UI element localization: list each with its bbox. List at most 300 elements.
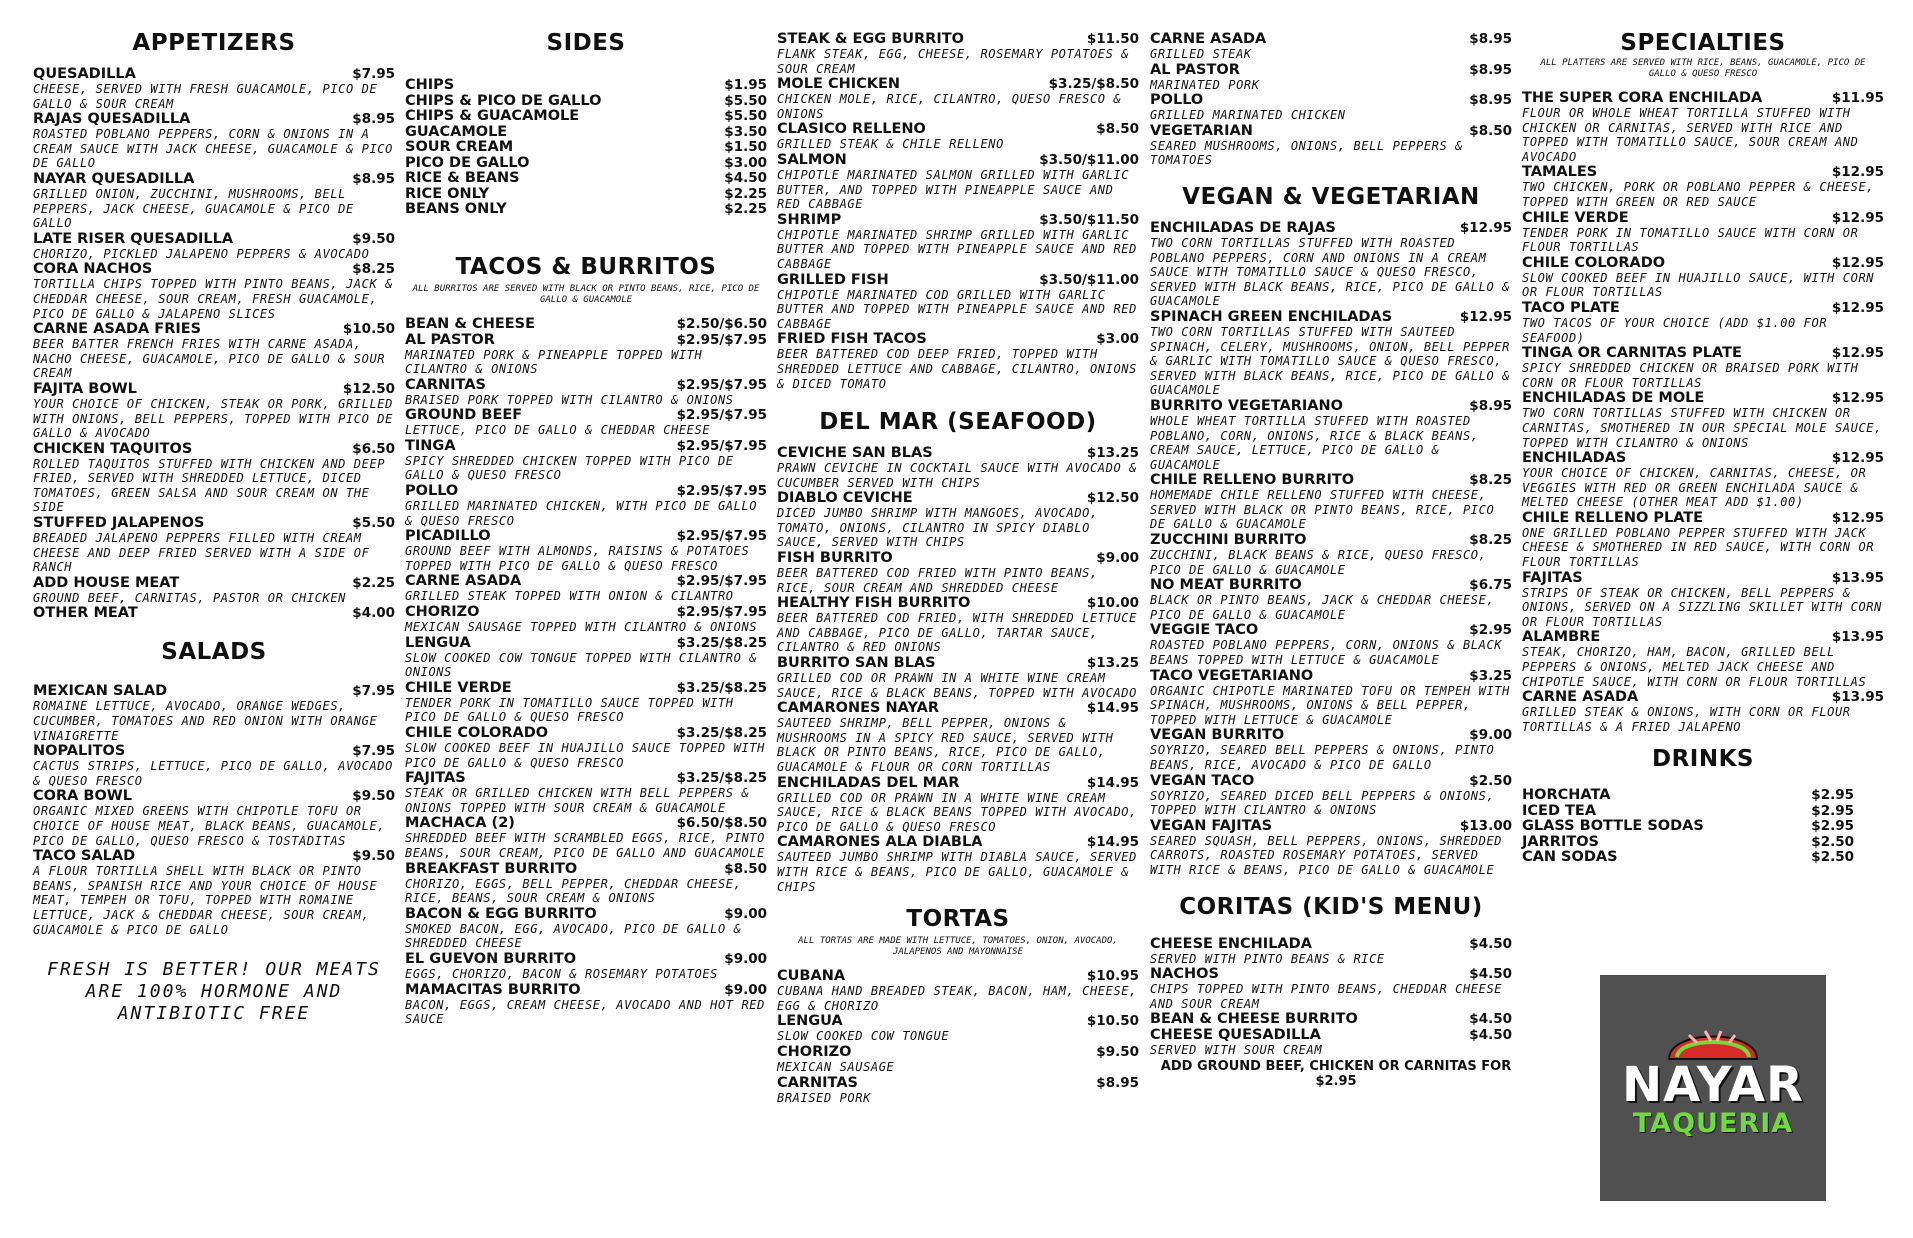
menu-item-name: CAMARONES NAYAR (777, 700, 940, 717)
menu-item (1150, 31, 1512, 62)
menu-item-name: STUFFED JALAPENOS (33, 515, 205, 532)
menu-item-price: $14.95 (1086, 774, 1139, 791)
menu-item-description: SOYRIZO, SEARED BELL PEPPERS & ONIONS, PINTO BEANS, RICE, AVOCADO & PICO DE GALLO (1150, 743, 1495, 772)
menu-item-row (777, 834, 1139, 850)
menu-item-description: CHORIZO, PICKLED JALAPENO PEPPERS & AVOCADO (33, 246, 370, 261)
menu-item-description: CHICKEN MOLE, RICE, CILANTRO, QUESO FRESCO & ONIONS (777, 92, 1122, 121)
menu-item-row (405, 156, 767, 172)
menu-item-name: MOLE CHICKEN (777, 76, 901, 93)
menu-item (1150, 727, 1512, 772)
menu-item-price: $8.25 (352, 261, 395, 278)
menu-item-description: ORGANIC MIXED GREENS WITH CHIPOTLE TOFU OR CHOICE OF HOUSE MEAT, BLACK BEANS, GUACAMOLE, PICO DE GALLO, QUESO FRESCO & TOSTADITAS (33, 804, 386, 848)
menu-item-name: PICADILLO (405, 528, 491, 545)
menu-item (1150, 123, 1512, 168)
menu-item-price: $2.95/$7.95 (676, 573, 767, 590)
menu-item-description: ROMAINE LETTUCE, AVOCADO, ORANGE WEDGES, CUCUMBER, TOMATOES AND RED ONION WITH ORANGE VINAIGRETTE (33, 699, 378, 743)
menu-item-row (777, 31, 1139, 47)
menu-item-row (405, 171, 767, 187)
menu-item-price: $2.95 (1811, 802, 1854, 819)
menu-item-name: CHILE VERDE (1522, 209, 1629, 226)
menu-item (1522, 629, 1884, 689)
menu-item (1150, 220, 1512, 309)
menu-item-price: $5.50 (724, 92, 767, 109)
menu-item-name: THE SUPER CORA ENCHILADA (1522, 90, 1763, 106)
menu-item-price: $8.25 (1469, 472, 1512, 489)
menu-item-price: $12.95 (1831, 209, 1884, 226)
menu-item-row (405, 483, 767, 499)
sides-list (405, 78, 767, 218)
menu-item (33, 111, 395, 171)
menu-item-name: TINGA OR CARNITAS PLATE (1522, 345, 1742, 362)
menu-item-description: SHREDDED BEEF WITH SCRAMBLED EGGS, RICE, PINTO BEANS, SOUR CREAM, PICO DE GALLO AND GUACAMOLE (405, 831, 765, 860)
menu-item-row (1522, 510, 1884, 526)
menu-item-price: $2.95/$7.95 (676, 331, 767, 348)
menu-item-row (33, 441, 395, 457)
menu-item-row (777, 775, 1139, 791)
column-2 (405, 28, 767, 1027)
menu-item (405, 528, 767, 573)
menu-item-row (1150, 92, 1512, 108)
menu-item-description: TWO CORN TORTILLAS STUFFED WITH ROASTED POBLANO PEPPERS, CORN AND ONIONS IN A CREAM SAUCE WITH TOMATILLO SAUCE & QUESO FRESCO, SERVED WITH BLACK BEANS, RICE, PICO DE GALLO & GUACAMOLE (1150, 235, 1510, 309)
menu-item-name: CLASICO RELLENO (777, 121, 926, 138)
menu-item-description: BLACK OR PINTO BEANS, JACK & CHEDDAR CHEESE, PICO DE GALLO & GUACAMOLE (1150, 593, 1495, 622)
menu-item-name: CARNE ASADA (1150, 31, 1267, 47)
menu-item-name: CUBANA (777, 968, 846, 985)
menu-item (1150, 668, 1512, 728)
menu-item (405, 377, 767, 408)
menu-item-description: BRAISED PORK TOPPED WITH CILANTRO & ONIONS (405, 392, 734, 407)
menu-item-price: $1.95 (724, 77, 767, 93)
menu-item (777, 490, 1139, 550)
menu-item (1522, 850, 1854, 866)
menu-item-price: $12.95 (1831, 164, 1884, 181)
menu-item (1150, 622, 1512, 667)
menu-item (33, 441, 395, 515)
menu-item-row (33, 743, 395, 759)
menu-item-price: $8.25 (1469, 532, 1512, 549)
menu-item (33, 66, 395, 111)
menu-item-description: BEER BATTERED COD FRIED, WITH SHREDDED LETTUCE AND CABBAGE, PICO DE GALLO, TARTAR SAUCE, CILANTRO & RED ONIONS (777, 611, 1137, 655)
menu-item (1522, 210, 1884, 255)
menu-item (405, 156, 767, 172)
menu-item-name: EL GUEVON BURRITO (405, 950, 577, 967)
menu-item-row (405, 635, 767, 651)
menu-item-price: $10.00 (1086, 595, 1139, 612)
menu-item-name: ENCHILADAS DEL MAR (777, 774, 960, 791)
menu-item-price: $10.95 (1086, 968, 1139, 985)
menu-item-name: ZUCCHINI BURRITO (1150, 532, 1307, 549)
menu-item (777, 655, 1139, 700)
menu-item (405, 171, 767, 187)
menu-item-price: $8.95 (1469, 31, 1512, 47)
menu-item-description: CUBANA HAND BREADED STEAK, BACON, HAM, CHEESE, EGG & CHORIZO (777, 984, 1137, 1013)
menu-item-name: CARNITAS (777, 1074, 858, 1091)
menu-item-description: BRAISED PORK (777, 1090, 871, 1105)
menu-item-description: GROUND BEEF, CARNITAS, PASTOR OR CHICKEN (33, 590, 346, 605)
menu-item-row (405, 573, 767, 589)
menu-item-description: DICED JUMBO SHRIMP WITH MANGOES, AVOCADO, TOMATO, ONIONS, CILANTRO IN SPICY DIABLO SAUCE, SERVED WITH CHIPS (777, 506, 1098, 550)
menu-item-row (777, 1044, 1139, 1060)
menu-item (33, 683, 395, 743)
menu-item-price: $2.25 (352, 574, 395, 591)
menu-item-row (1150, 62, 1512, 78)
menu-item-name: TACO SALAD (33, 848, 136, 865)
menu-item-price: $12.95 (1831, 299, 1884, 316)
menu-item-row (1150, 398, 1512, 414)
menu-item (1150, 818, 1512, 878)
menu-item-name: DIABLO CEVICHE (777, 490, 913, 507)
menu-item (777, 700, 1139, 774)
menu-item-price: $6.50/$8.50 (676, 815, 767, 832)
menu-item-name: SPINACH GREEN ENCHILADAS (1150, 308, 1393, 325)
menu-item (33, 381, 395, 441)
menu-item-price: $9.00 (724, 981, 767, 998)
menu-item-price: $12.95 (1831, 509, 1884, 526)
menu-item-row (405, 125, 767, 141)
tacos-burritos-list (405, 316, 767, 1027)
menu-item (405, 78, 767, 94)
menu-item-name: NOPALITOS (33, 743, 126, 760)
menu-item-price: $2.25 (724, 185, 767, 202)
menu-item-row (405, 438, 767, 454)
menu-item-price: $11.95 (1831, 90, 1884, 106)
menu-item-price: $9.50 (352, 848, 395, 865)
menu-item (1150, 62, 1512, 93)
menu-item-description: LETTUCE, PICO DE GALLO & CHEDDAR CHEESE (405, 423, 711, 438)
menu-item-row (405, 316, 767, 332)
menu-item-name: BEAN & CHEESE (405, 315, 535, 332)
menu-item-row (777, 968, 1139, 984)
menu-item-row (1150, 727, 1512, 743)
menu-item-description: BACON, EGGS, CREAM CHEESE, AVOCADO AND HOT RED SAUCE (405, 997, 765, 1027)
menu-item-row (1150, 309, 1512, 325)
menu-item-name: VEGETARIAN (1150, 122, 1253, 139)
column-1 (33, 28, 395, 1025)
menu-item-description: SAUTEED JUMBO SHRIMP WITH DIABLA SAUCE, SERVED WITH RICE & BEANS, PICO DE GALLO, GUACAMOLE & CHIPS (777, 850, 1137, 894)
menu-item-row (33, 683, 395, 699)
menu-item-name: TAMALES (1522, 164, 1598, 181)
menu-item (1522, 345, 1884, 390)
menu-item-price: $12.50 (342, 380, 395, 397)
menu-item-name: BEANS ONLY (405, 201, 507, 217)
menu-item-price: $3.25 (1469, 667, 1512, 684)
menu-item-price: $1.50 (724, 139, 767, 155)
salads-list (33, 683, 395, 937)
menu-item-row (405, 680, 767, 696)
menu-item-row (1522, 689, 1884, 705)
menu-item-name: AL PASTOR (405, 331, 495, 348)
menu-item-name: AL PASTOR (1150, 61, 1240, 78)
menu-item (777, 834, 1139, 894)
menu-item (1150, 92, 1512, 123)
menu-item-description: A FLOUR TORTILLA SHELL WITH BLACK OR PINTO BEANS, SPANISH RICE AND YOUR CHOICE OF HOUSE MEAT, TEMPEH OR TOFU, TOPPED WITH ROMAINE LETTUCE, JACK & CHEDDAR CHEESE, SOUR CREAM, GUACAMOLE & PICO DE GALLO (33, 864, 378, 937)
tortas-note: ALL TORTAS ARE MADE WITH LETTUCE, TOMATOES, ONION, AVOCADO, JALAPENOS AND MAYONNAISE (798, 936, 1118, 958)
menu-item (1522, 788, 1854, 804)
menu-item-description: MEXICAN SAUSAGE (777, 1059, 895, 1074)
menu-item (405, 332, 767, 377)
menu-item-description: GROUND BEEF WITH ALMONDS, RAISINS & POTATOES TOPPED WITH PICO DE GALLO & QUESO FRESCO (405, 544, 750, 573)
menu-item-name: FAJITAS (405, 770, 466, 787)
menu-item-price: $2.95/$7.95 (676, 376, 767, 393)
menu-item-name: MACHACA (2) (405, 815, 515, 832)
menu-item-price: $2.95 (1811, 787, 1854, 804)
del-mar-list (777, 445, 1139, 894)
appetizers-title: APPETIZERS (132, 30, 296, 56)
logo-word-nayar: NAYAR (1622, 1057, 1804, 1113)
menu-item-name: POLLO (405, 483, 459, 500)
menu-item-name: BREAKFAST BURRITO (405, 860, 578, 877)
menu-item-name: BEAN & CHEESE BURRITO (1150, 1011, 1358, 1028)
menu-item (777, 775, 1139, 835)
menu-item (405, 604, 767, 635)
menu-item (33, 515, 395, 575)
menu-item-row (1150, 818, 1512, 834)
menu-item (405, 483, 767, 528)
menu-item-name: TINGA (405, 437, 456, 454)
menu-item-row (405, 109, 767, 125)
menu-item-price: $14.95 (1086, 834, 1139, 851)
menu-item-name: RAJAS QUESADILLA (33, 111, 191, 128)
column-4 (1150, 31, 1512, 1089)
menu-item (1150, 773, 1512, 818)
menu-item-row (777, 121, 1139, 137)
menu-item-row (1150, 1027, 1512, 1043)
menu-item-price: $4.50 (1469, 1011, 1512, 1028)
menu-item-row (405, 202, 767, 218)
menu-item-description: ROASTED POBLANO PEPPERS, CORN, ONIONS & BLACK BEANS TOPPED WITH LETTUCE & GUACAMOLE (1150, 638, 1503, 668)
menu-item-price: $5.50 (352, 515, 395, 532)
menu-item-name: RICE & BEANS (405, 170, 520, 186)
menu-item-name: CHIPS (405, 77, 455, 93)
menu-item-name: CHEESE QUESADILLA (1150, 1027, 1321, 1044)
menu-item-description: GRILLED COD OR PRAWN IN A WHITE WINE CREAM SAUCE, RICE & BLACK BEANS TOPPED WITH AVOCADO, PICO DE GALLO & QUESO FRESCO (777, 790, 1137, 834)
menu-item-row (1150, 966, 1512, 982)
menu-item-name: FRIED FISH TACOS (777, 331, 927, 348)
specialties-title: SPECIALTIES (1620, 30, 1786, 56)
menu-item-row (33, 788, 395, 804)
menu-item-row (1150, 773, 1512, 789)
menu-item-name: FAJITAS (1522, 569, 1583, 586)
menu-item-name: PICO DE GALLO (405, 154, 530, 171)
menu-item-row (1150, 622, 1512, 638)
menu-item-description: TWO CHICKEN, PORK OR POBLANO PEPPER & CHEESE, TOPPED WITH GREEN OR RED SAUCE (1522, 180, 1875, 209)
tacos-burritos-title: TACOS & BURRITOS (455, 253, 717, 280)
menu-item-name: SALMON (777, 151, 847, 168)
menu-item-description: CACTUS STRIPS, LETTUCE, PICO DE GALLO, AVOCADO & QUESO FRESCO (33, 759, 393, 788)
tortas-title: TORTAS (906, 906, 1010, 933)
menu-item-name: CARNE ASADA FRIES (33, 321, 202, 338)
menu-item (777, 445, 1139, 490)
menu-item-name: ENCHILADAS (1522, 450, 1627, 467)
menu-item-row (777, 445, 1139, 461)
menu-item (405, 125, 767, 141)
menu-item-price: $8.95 (1469, 397, 1512, 414)
menu-item-row (33, 848, 395, 864)
menu-item (405, 140, 767, 156)
menu-item-price: $9.50 (1096, 1043, 1139, 1060)
menu-item-price: $8.95 (352, 111, 395, 128)
menu-item-name: CHICKEN TAQUITOS (33, 440, 193, 457)
menu-item-description: SLOW COOKED COW TONGUE (777, 1029, 950, 1044)
menu-item-row (1522, 300, 1884, 316)
menu-item-name: ENCHILADAS DE MOLE (1522, 390, 1705, 407)
menu-item-price: $9.50 (352, 788, 395, 805)
menu-item-price: $4.50 (1469, 935, 1512, 952)
menu-item-price: $3.25/$8.25 (676, 770, 767, 787)
menu-item-description: STEAK, CHORIZO, HAM, BACON, GRILLED BELL PEPPERS & ONIONS, MELTED JACK CHEESE AND CHIPOTLE SAUCE, WITH CORN OR FLOUR TORTILLAS (1522, 645, 1867, 689)
menu-item-row (777, 152, 1139, 168)
menu-item-name: CORA BOWL (33, 788, 133, 805)
tacos-burritos-continued-list (777, 31, 1139, 391)
nayar-taqueria-logo (1600, 975, 1826, 1201)
menu-item-description: SLOW COOKED COW TONGUE TOPPED WITH CILANTRO & ONIONS (405, 650, 758, 680)
menu-item-price: $2.25 (724, 201, 767, 217)
menu-item-name: CHILE VERDE (405, 679, 512, 696)
menu-item-price: $12.95 (1831, 254, 1884, 271)
menu-item-description: GRILLED STEAK (1150, 47, 1252, 61)
menu-item (405, 906, 767, 951)
menu-item (405, 407, 767, 438)
menu-item-description: GRILLED MARINATED CHICKEN (1150, 108, 1346, 123)
menu-item-name: VEGAN TACO (1150, 772, 1255, 789)
menu-item-name: ICED TEA (1522, 802, 1597, 819)
menu-item (405, 770, 767, 815)
menu-item-row (777, 595, 1139, 611)
menu-item-price: $9.00 (1469, 727, 1512, 744)
menu-item-price: $2.95/$7.95 (676, 437, 767, 454)
menu-item (777, 1044, 1139, 1075)
menu-item (777, 31, 1139, 76)
menu-item-price: $5.50 (724, 108, 767, 124)
menu-item-name: SOUR CREAM (405, 139, 514, 155)
menu-item-description: CHIPOTLE MARINATED SALMON GRILLED WITH GARLIC BUTTER, AND TOPPED WITH PINEAPPLE SAUCE AND RED CABBAGE (777, 167, 1130, 212)
menu-item-price: $8.50 (1096, 121, 1139, 138)
menu-item-row (33, 111, 395, 127)
specialties-note: ALL PLATTERS ARE SERVED WITH RICE, BEANS, GUACAMOLE, PICO DE GALLO & QUESO FRESCO (1540, 58, 1866, 79)
menu-item-price: $12.95 (1831, 450, 1884, 467)
menu-item-description: YOUR CHOICE OF CHICKEN, STEAK OR PORK, GRILLED WITH ONIONS, BELL PEPPERS, TOPPED WITH PICO DE GALLO & AVOCADO (33, 396, 393, 441)
menu-item-description: STEAK OR GRILLED CHICKEN WITH BELL PEPPERS & ONIONS TOPPED WITH SOUR CREAM & GUACAMOLE (405, 786, 750, 815)
menu-item-price: $9.00 (724, 905, 767, 922)
menu-item-price: $9.50 (352, 230, 395, 247)
menu-item-price: $3.50/$11.00 (1039, 151, 1139, 168)
menu-item-row (405, 407, 767, 423)
menu-item-description: ROASTED POBLANO PEPPERS, CORN & ONIONS IN A CREAM SAUCE WITH JACK CHEESE, GUACAMOLE & PICO DE GALLO (33, 127, 393, 171)
menu-item-price: $7.95 (352, 683, 395, 700)
menu-item-price: $13.95 (1831, 689, 1884, 706)
menu-item-description: SAUTEED SHRIMP, BELL PEPPER, ONIONS & MUSHROOMS IN A SPICY RED SAUCE, SERVED WITH BLACK OR PINTO BEANS, RICE, PICO DE GALLO, GUACAMOLE & FLOUR OR CORN TORTILLAS (777, 716, 1114, 774)
menu-item-price: $7.95 (352, 743, 395, 760)
menu-item (33, 261, 395, 321)
menu-item-row (777, 76, 1139, 92)
menu-item (1522, 804, 1854, 820)
menu-item-row (777, 1075, 1139, 1091)
menu-item-name: BURRITO VEGETARIANO (1150, 397, 1343, 414)
menu-item-description: PRAWN CEVICHE IN COCKTAIL SAUCE WITH AVOCADO & CUCUMBER SERVED WITH CHIPS (777, 461, 1137, 490)
menu-item-row (1522, 819, 1854, 835)
menu-item (33, 231, 395, 262)
menu-item-price: $8.95 (352, 170, 395, 187)
menu-item-price: $3.50/$11.00 (1039, 271, 1139, 288)
menu-item-price: $2.95 (1811, 818, 1854, 835)
coritas-footnote: ADD GROUND BEEF, CHICKEN OR CARNITAS FOR $2.95 (1160, 1058, 1512, 1089)
menu-item (405, 438, 767, 483)
menu-item-price: $8.50 (724, 860, 767, 877)
menu-item-description: ORGANIC CHIPOTLE MARINATED TOFU OR TEMPEH WITH SPINACH, MUSHROOMS, ONIONS & BELL PEPPER, TOPPED WITH LETTUCE & GUACAMOLE (1150, 683, 1510, 727)
menu-item (405, 316, 767, 332)
menu-item-description: ROLLED TAQUITOS STUFFED WITH CHICKEN AND DEEP FRIED, SERVED WITH SHREDDED LETTUCE, DICED TOMATOES, GREEN SALSA AND SOUR CREAM ON THE SIDE (33, 456, 386, 515)
menu-item-description: TENDER PORK IN TOMATILLO SAUCE WITH CORN OR FLOUR TORTILLAS (1522, 225, 1859, 255)
menu-item-name: POLLO (1150, 92, 1204, 109)
menu-item-description: SERVED WITH SOUR CREAM (1150, 1043, 1323, 1058)
menu-item (33, 605, 395, 621)
menu-item-name: VEGAN FAJITAS (1150, 817, 1273, 834)
menu-item-name: MAMACITAS BURRITO (405, 981, 581, 998)
menu-item-price: $4.50 (724, 170, 767, 186)
menu-item-name: CHEESE ENCHILADA (1150, 935, 1312, 952)
menu-item-row (33, 231, 395, 247)
menu-item-price: $3.00 (724, 154, 767, 171)
menu-item-row (1150, 532, 1512, 548)
menu-item (33, 171, 395, 231)
menu-item-description: GRILLED STEAK TOPPED WITH ONION & CILANTRO (405, 589, 734, 604)
menu-item-price: $3.50/$11.50 (1039, 211, 1139, 228)
menu-item-price: $11.50 (1086, 31, 1139, 47)
appetizers-list (33, 66, 395, 621)
menu-item-description: MARINATED PORK (1150, 77, 1260, 92)
menu-item-description: SPICY SHREDDED CHICKEN OR BRAISED PORK WITH CORN OR FLOUR TORTILLAS (1522, 361, 1859, 390)
menu-item-name: RICE ONLY (405, 185, 490, 202)
menu-item-row (33, 575, 395, 591)
menu-item-price: $12.50 (1086, 490, 1139, 507)
menu-item (405, 725, 767, 770)
menu-item-price: $12.95 (1459, 219, 1512, 236)
menu-item-row (1522, 345, 1884, 361)
menu-item (405, 635, 767, 680)
menu-item-name: TACO VEGETARIANO (1150, 667, 1314, 684)
menu-item-price: $4.00 (352, 605, 395, 622)
menu-item-row (1150, 668, 1512, 684)
menu-item-name: CAN SODAS (1522, 849, 1618, 866)
menu-item-price: $13.00 (1459, 817, 1512, 834)
menu-item-description: HOMEMADE CHILE RELLENO STUFFED WITH CHEESE, SERVED WITH BLACK OR PINTO BEANS, RICE, PICO DE GALLO & GUACAMOLE (1150, 488, 1495, 532)
coritas-list (1150, 936, 1512, 1058)
menu-item-name: FISH BURRITO (777, 550, 893, 567)
menu-item-description: MARINATED PORK & PINEAPPLE TOPPED WITH CILANTRO & ONIONS (405, 347, 703, 377)
menu-item (777, 212, 1139, 272)
menu-item-row (33, 515, 395, 531)
menu-item-name: CHIPS & PICO DE GALLO (405, 92, 602, 109)
menu-item-description: TENDER PORK IN TOMATILLO SAUCE TOPPED WITH PICO DE GALLO & QUESO FRESCO (405, 695, 734, 725)
menu-item-row (405, 982, 767, 998)
menu-item-name: ADD HOUSE MEAT (33, 574, 180, 591)
menu-item (777, 272, 1139, 332)
menu-item (405, 861, 767, 906)
menu-item (405, 951, 767, 982)
menu-item-row (777, 272, 1139, 288)
menu-item (1150, 1027, 1512, 1058)
menu-item-row (405, 332, 767, 348)
menu-item-name: GROUND BEEF (405, 407, 523, 424)
menu-item-name: LENGUA (405, 634, 471, 651)
menu-item-name: MEXICAN SALAD (33, 683, 168, 700)
menu-item-name: CHILE COLORADO (405, 725, 549, 741)
menu-item-price: $4.50 (1469, 966, 1512, 983)
vegan-title: VEGAN & VEGETARIAN (1182, 183, 1480, 210)
menu-item-description: SEARED MUSHROOMS, ONIONS, BELL PEPPERS & TOMATOES (1150, 138, 1463, 168)
menu-item (1522, 390, 1884, 450)
menu-item-name: SHRIMP (777, 211, 842, 228)
